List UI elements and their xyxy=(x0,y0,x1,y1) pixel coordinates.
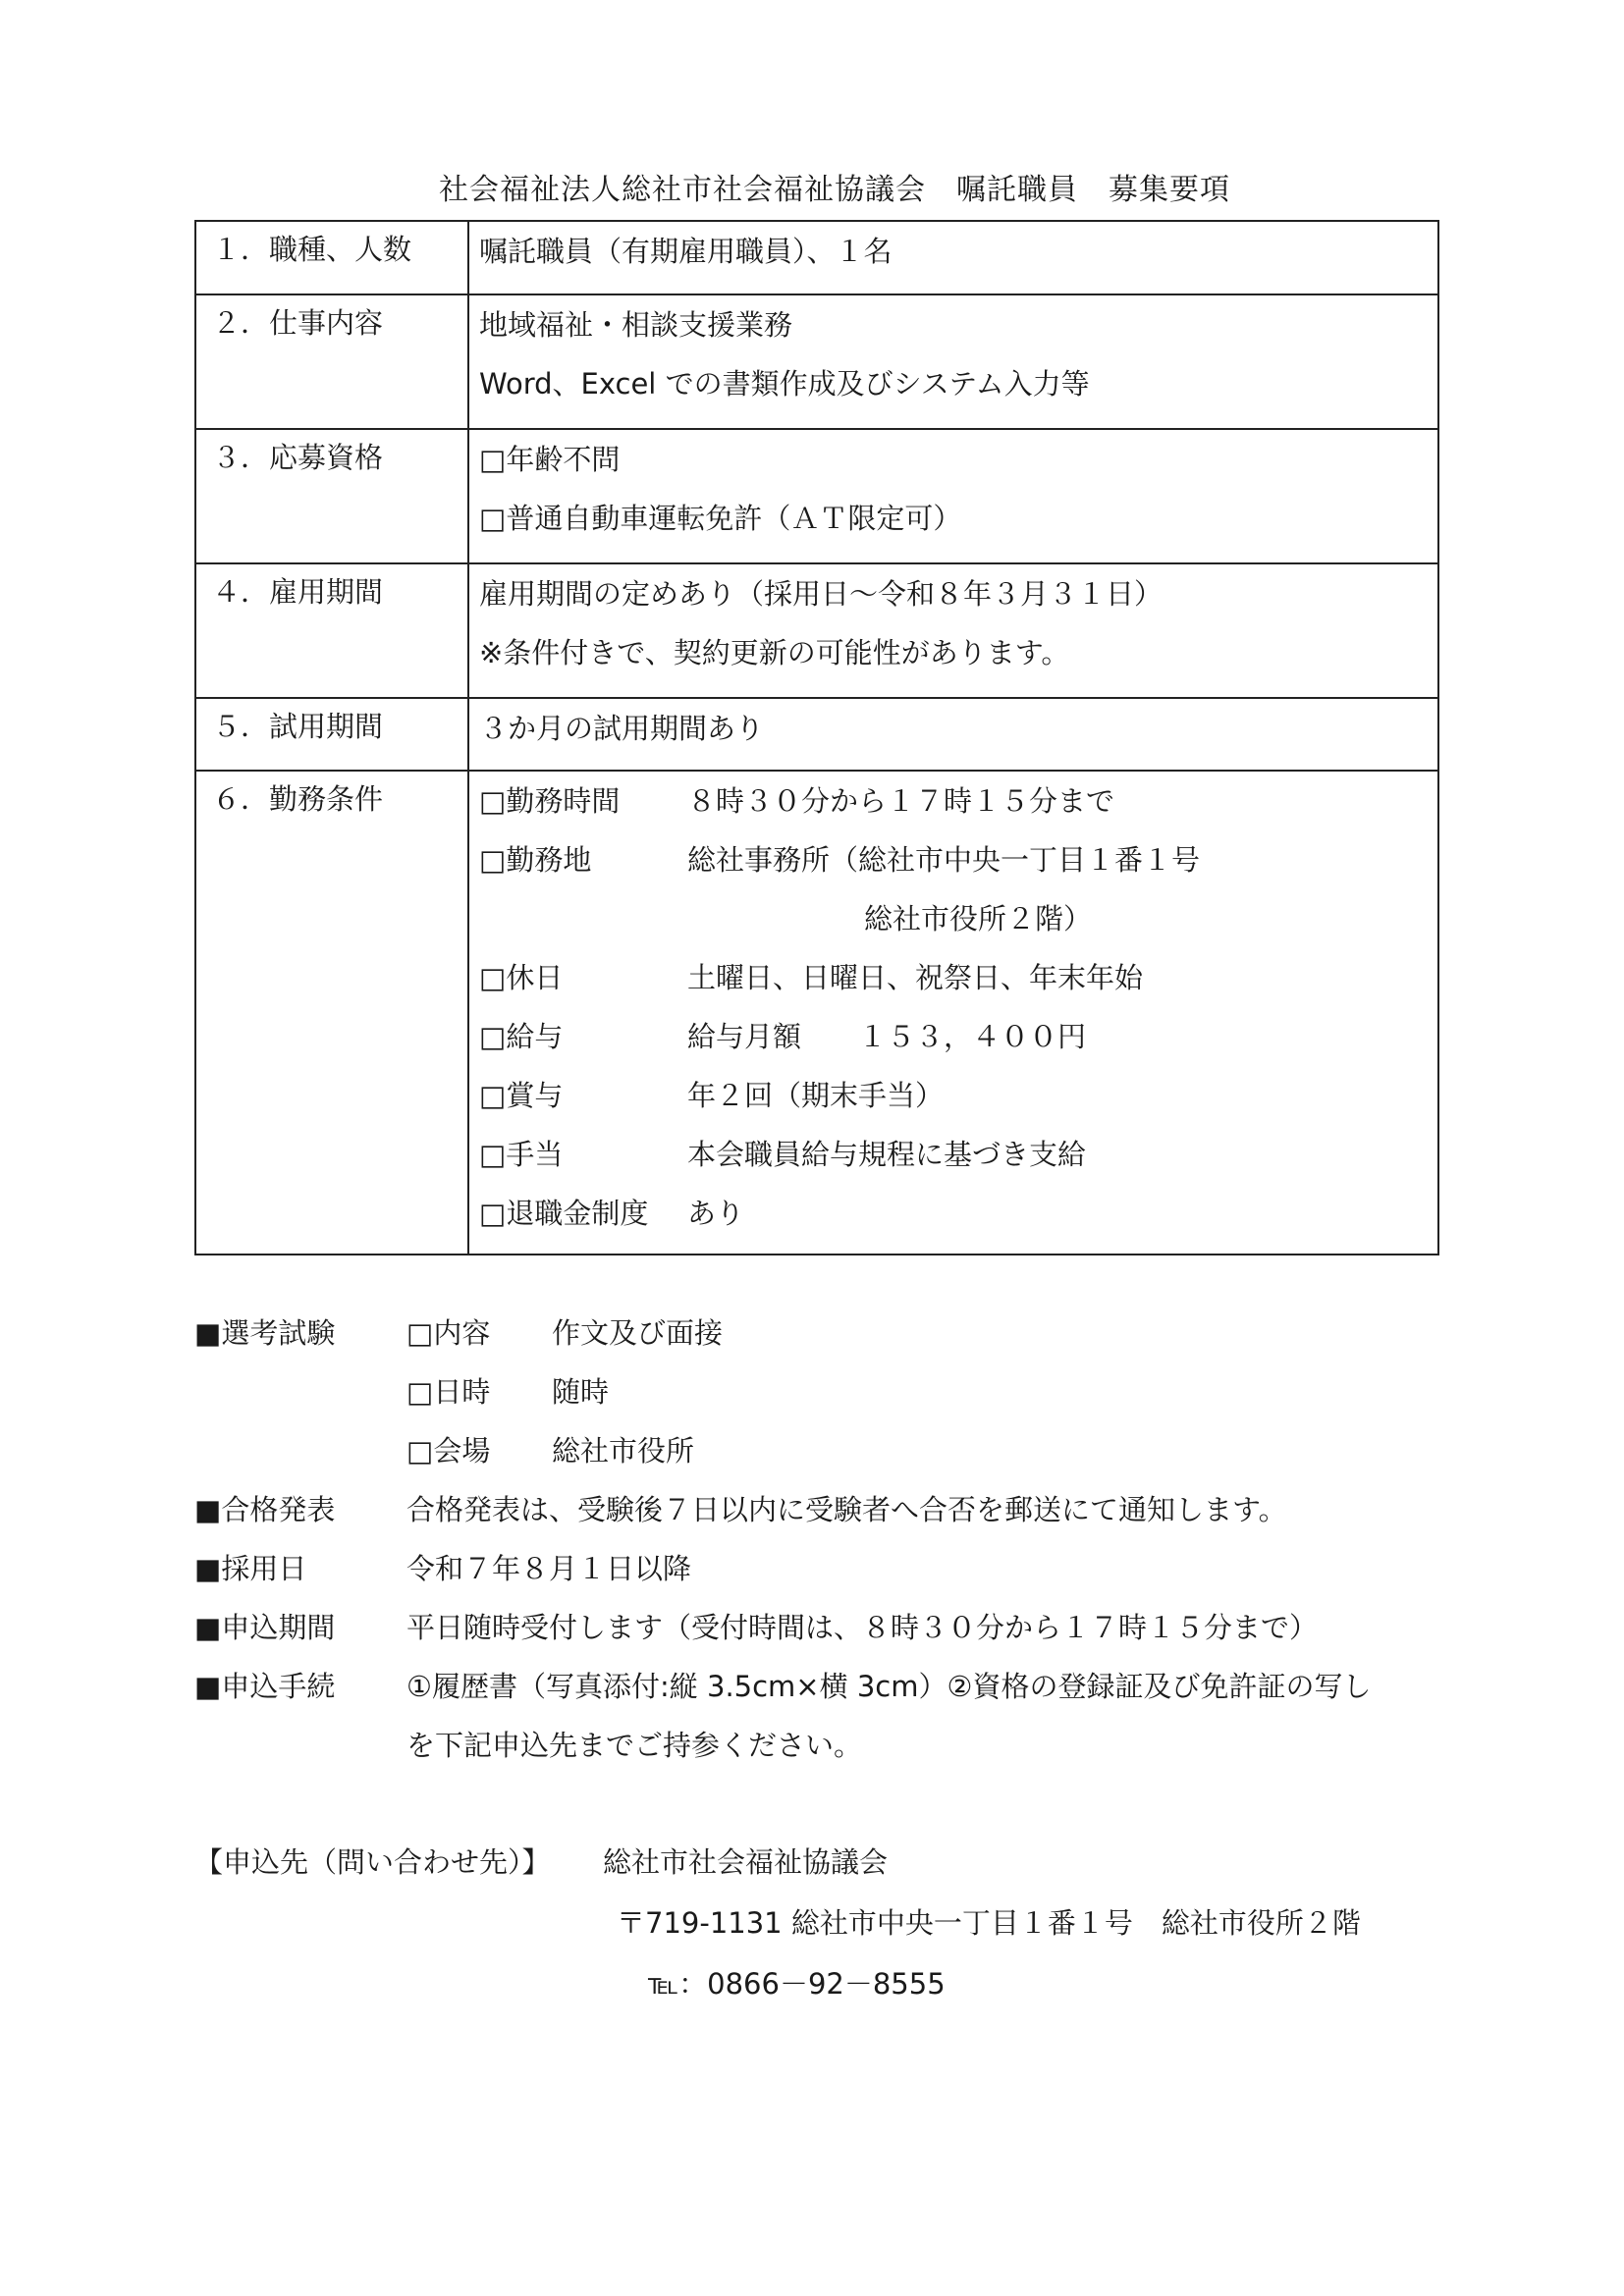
condition-key: □休日 xyxy=(479,961,564,994)
selection-item-key: □会場 xyxy=(406,1434,491,1468)
contact-org: 総社市社会福祉協議会 xyxy=(603,1845,889,1879)
condition-line xyxy=(479,895,1437,954)
condition-key: □手当 xyxy=(479,1138,564,1171)
selection-item-key: □日時 xyxy=(406,1375,491,1409)
row-content xyxy=(468,563,1438,698)
section-value: ①履歴書（写真添付:縦 3.5cm×横 3cm）②資格の登録証及び免許証の写し xyxy=(406,1670,1372,1703)
row-label: １．職種、人数 xyxy=(195,221,468,294)
row-label: ４．雇用期間 xyxy=(195,563,468,698)
row-label: ５．試用期間 xyxy=(195,698,468,771)
section-value: 令和７年８月１日以降 xyxy=(406,1552,692,1585)
contact-row xyxy=(194,1898,1471,1959)
condition-value: 年２回（期末手当） xyxy=(687,1079,945,1112)
contact-address: 〒719-1131 総社市中央一丁目１番１号 総社市役所２階 xyxy=(617,1906,1361,1940)
selection-item xyxy=(406,1367,609,1416)
application-info xyxy=(194,1308,1471,1780)
condition-key: □勤務地 xyxy=(479,843,592,877)
condition-value: 給与月額 １５３，４００円 xyxy=(687,1020,1087,1053)
row-label: ２．仕事内容 xyxy=(195,294,468,429)
row-label: ３．応募資格 xyxy=(195,429,468,563)
procedure-row xyxy=(194,1662,1471,1721)
condition-line xyxy=(479,777,1437,836)
condition-key: □給与 xyxy=(479,1020,564,1053)
selection-item-value: 総社市役所 xyxy=(552,1434,695,1468)
section-key: ■採用日 xyxy=(194,1552,307,1585)
section-key: ■合格発表 xyxy=(194,1493,336,1526)
table-row xyxy=(195,771,1438,1255)
section-value: を下記申込先までご持参ください。 xyxy=(406,1729,863,1762)
row-content xyxy=(468,771,1438,1255)
row-content xyxy=(468,221,1438,294)
hire-date-row xyxy=(194,1544,1471,1603)
table-row xyxy=(195,294,1438,429)
condition-line xyxy=(479,1131,1437,1190)
section-value: 平日随時受付します（受付時間は、８時３０分から１７時１５分まで） xyxy=(406,1611,1319,1644)
contact-row xyxy=(194,1959,1471,2020)
content-line: 嘱託職員（有期雇用職員）、１名 xyxy=(479,235,893,268)
row-content xyxy=(468,698,1438,771)
section-key: ■申込期間 xyxy=(194,1611,336,1644)
content-line: □普通自動車運転免許（ＡＴ限定可） xyxy=(479,502,962,535)
section-key: ■選考試験 xyxy=(194,1316,336,1350)
condition-value: 本会職員給与規程に基づき支給 xyxy=(687,1138,1087,1171)
content-line: Word、Excel での書類作成及びシステム入力等 xyxy=(479,367,1090,400)
condition-value: あり xyxy=(687,1197,745,1230)
content-line: ※条件付きで、契約更新の可能性があります。 xyxy=(479,636,1070,669)
contact-label: 【申込先（問い合わせ先）】 xyxy=(194,1845,551,1879)
selection-item-key: □内容 xyxy=(406,1316,491,1350)
condition-line xyxy=(479,1190,1437,1249)
content-line: 地域福祉・相談支援業務 xyxy=(479,308,793,342)
condition-value: 土曜日、日曜日、祝祭日、年末年始 xyxy=(687,961,1144,994)
selection-row xyxy=(194,1308,1471,1367)
condition-value: ８時３０分から１７時１５分まで xyxy=(687,784,1115,818)
table-row xyxy=(195,221,1438,294)
period-row xyxy=(194,1603,1471,1662)
contact-row xyxy=(194,1838,1471,1898)
procedure-row xyxy=(194,1721,1471,1780)
section-key: ■申込手続 xyxy=(194,1670,336,1703)
condition-key: □賞与 xyxy=(479,1079,564,1112)
recruitment-table xyxy=(194,220,1439,1255)
content-line: ３か月の試用期間あり xyxy=(479,712,765,745)
announce-row xyxy=(194,1485,1471,1544)
table-row xyxy=(195,429,1438,563)
row-content xyxy=(468,429,1438,563)
condition-line xyxy=(479,1072,1437,1131)
selection-row xyxy=(194,1426,1471,1485)
row-label: ６．勤務条件 xyxy=(195,771,468,1255)
table-row xyxy=(195,698,1438,771)
selection-row xyxy=(194,1367,1471,1426)
condition-line xyxy=(479,836,1437,895)
selection-item-value: 作文及び面接 xyxy=(552,1316,724,1350)
section-value: 合格発表は、受験後７日以内に受験者へ合否を郵送にて通知します。 xyxy=(406,1493,1287,1526)
condition-line xyxy=(479,954,1437,1013)
content-line: □年齢不問 xyxy=(479,443,621,476)
contact-block xyxy=(194,1838,1471,2020)
content-line: 雇用期間の定めあり（採用日～令和８年３月３１日） xyxy=(479,577,1164,611)
selection-item xyxy=(406,1426,694,1475)
condition-key: □勤務時間 xyxy=(479,784,621,818)
selection-item-value: 随時 xyxy=(552,1375,610,1409)
condition-value: 総社事務所（総社市中央一丁目１番１号 xyxy=(687,843,1201,877)
contact-tel: ℡：0866－92－8555 xyxy=(648,1967,946,2001)
selection-item xyxy=(406,1308,723,1358)
page-title: 社会福祉法人総社市社会福祉協議会 嘱託職員 募集要項 xyxy=(439,173,1230,207)
row-content xyxy=(468,294,1438,429)
condition-key: □退職金制度 xyxy=(479,1197,649,1230)
condition-line xyxy=(479,1013,1437,1072)
condition-value: 総社市役所２階） xyxy=(864,902,1093,935)
table-row xyxy=(195,563,1438,698)
